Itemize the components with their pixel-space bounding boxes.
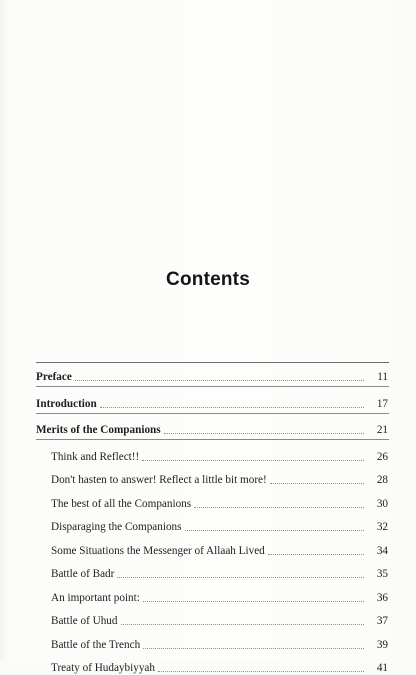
toc-entry-page-number: 37 [368, 614, 389, 628]
toc-entry [36, 440, 389, 464]
toc-entry-page-number: 32 [368, 520, 389, 534]
toc-entry [36, 414, 389, 441]
toc-entry-page-number: 17 [368, 397, 389, 411]
dot-leader [194, 507, 364, 508]
toc-entry [36, 534, 389, 558]
dot-leader [270, 483, 364, 484]
toc-entry [36, 652, 389, 675]
toc-entry [36, 628, 389, 652]
toc-list [36, 363, 389, 675]
toc-entry-title: Battle of Uhud [51, 614, 118, 628]
toc-entry-title: Don't hasten to answer! Reflect a little bit more! [51, 473, 267, 487]
toc-entry-page-number: 34 [368, 544, 389, 558]
dot-leader [158, 671, 364, 672]
toc-entry-title: An important point: [51, 591, 140, 605]
dot-leader [117, 577, 364, 578]
dot-leader [268, 554, 364, 555]
contents-heading: Contents [0, 269, 416, 291]
toc-entry-page-number: 41 [368, 661, 389, 675]
toc-entry-title: Some Situations the Messenger of Allaah Lived [51, 544, 265, 558]
toc-entry [36, 581, 389, 605]
toc-entry-page-number: 36 [368, 591, 389, 605]
dot-leader [143, 648, 364, 649]
toc-entry-page-number: 39 [368, 638, 389, 652]
toc-entry-title: Treaty of Hudaybiyyah [51, 661, 155, 675]
toc-entry-title: Preface [36, 370, 72, 384]
toc-entry-page-number: 30 [368, 497, 389, 511]
toc-entry-page-number: 26 [368, 450, 389, 464]
toc-entry-title: The best of all the Companions [51, 497, 191, 511]
toc-entry-page-number: 11 [368, 370, 389, 384]
toc-entry [36, 387, 389, 414]
toc-entry-title: Introduction [36, 397, 97, 411]
dot-leader [142, 460, 364, 461]
dot-leader [100, 407, 364, 408]
toc-entry [36, 363, 389, 387]
toc-entry-page-number: 35 [368, 567, 389, 581]
toc-entry-title: Think and Reflect!! [51, 450, 139, 464]
toc-entry-title: Battle of the Trench [51, 638, 140, 652]
toc-entry [36, 464, 389, 488]
toc-entry-title: Battle of Badr [51, 567, 114, 581]
toc-entry [36, 487, 389, 511]
dot-leader [164, 433, 364, 434]
toc-entry [36, 511, 389, 535]
toc-entry-title: Merits of the Companions [36, 423, 161, 437]
toc-entry-page-number: 28 [368, 473, 389, 487]
dot-leader [75, 380, 364, 381]
toc-entry [36, 605, 389, 629]
toc-entry-page-number: 21 [368, 423, 389, 437]
dot-leader [185, 530, 364, 531]
dot-leader [143, 601, 364, 602]
dot-leader [121, 624, 365, 625]
table-of-contents [36, 362, 389, 675]
toc-entry-title: Disparaging the Companions [51, 520, 182, 534]
toc-entry [36, 558, 389, 582]
